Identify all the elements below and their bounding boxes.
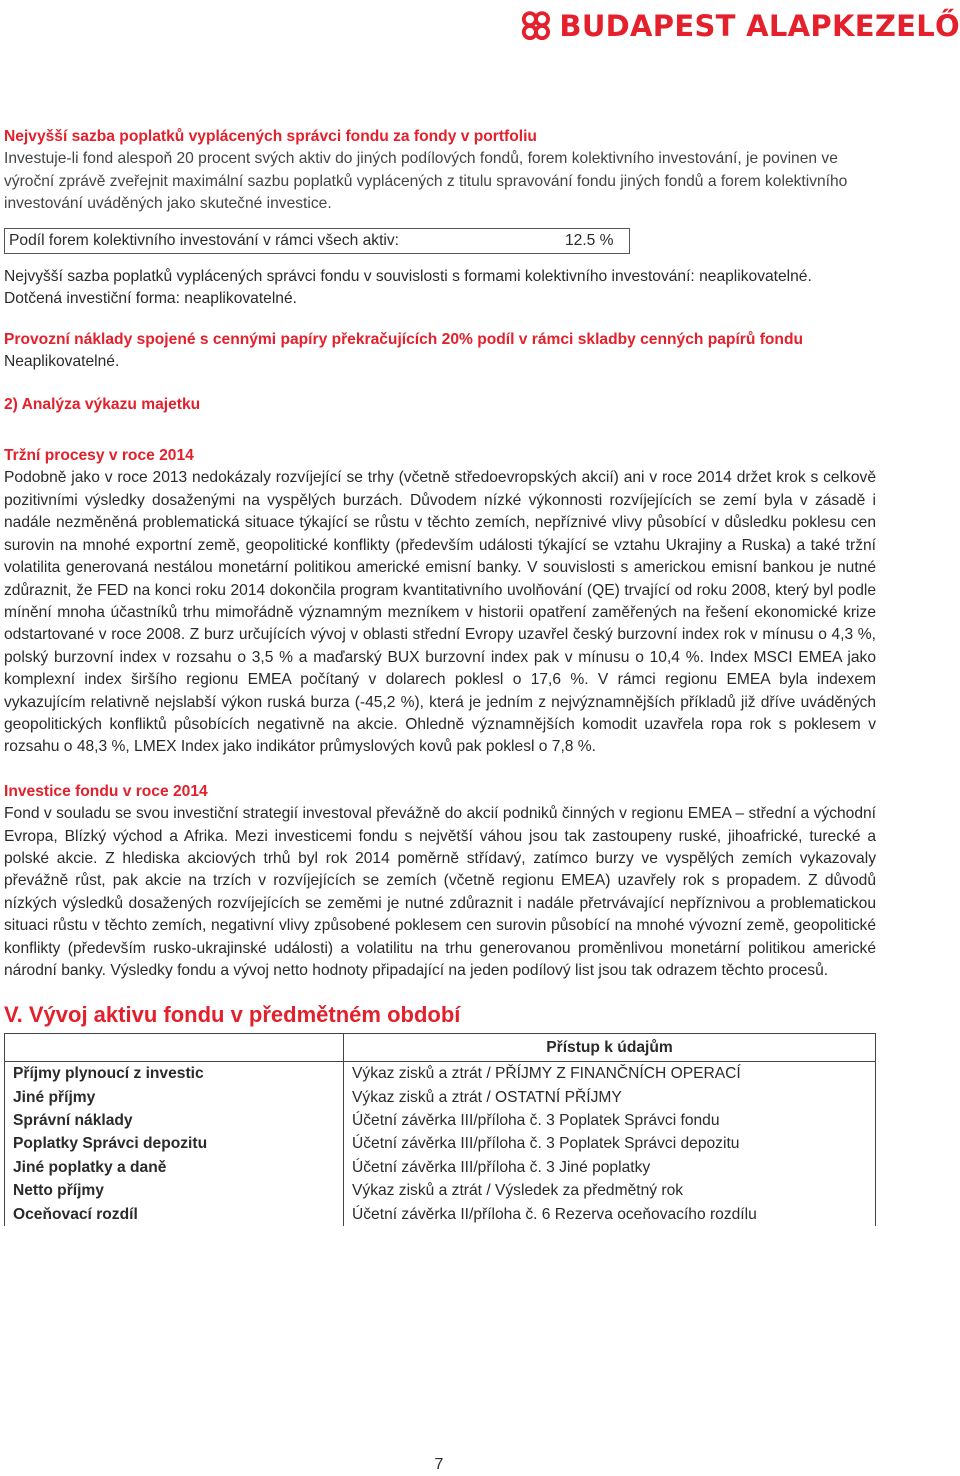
table-row <box>5 1062 876 1086</box>
section-v-title: V. Vývoj aktivu fondu v předmětném období <box>4 1002 461 1028</box>
header-logo <box>520 4 960 48</box>
table-cell-item: Správní náklady <box>5 1109 344 1132</box>
share-value: 12.5 % <box>565 231 614 249</box>
market-body: Podobně jako v roce 2013 nedokázaly rozvíjející se trhy (včetně středoevropských akcií) ani v roce 2014 držet krok s celkově pozitivními výsledky dosaženými na vyspělých burzách. Důvodem nízké výkonnosti rozvíjejících se zemí byla v zásadě i nadále nezměněná problematická situace týkající se růstu v těchto zemích, nepříznivé vlivy působící v důsledku poklesu cen surovin na mnohé exportní země, geopolitické konflikty (především události týkající se vztahu Ukrajiny a Ruska) a také tržní volatilita generovaná nestálou monetární politikou americké emisní banky. V souvislosti s americkou emisní bankou je nutné zdůraznit, že FED na konci roku 2014 dokončila program kvantitativního uvolňování (QE) trvající od roku 2008, který byl podle mínění mnoha účastníků trhu mimořádně významným mezníkem v historii opatření zaměřených na řešení ekonomické krize odstartované v roce 2008. Z burz určujících vývoj v oblasti střední Evropy uzavřel český burzovní index rok v mínusu o 4,3 %, polský burzovní index v rozsahu o 3,5 % a maďarský BUX burzovní index pak v mínusu o 10,4 %. Index MSCI EMEA jako komplexní index širšího regionu EMEA počítaný v dolarech poklesl o 17,6 %. V rámci regionu EMEA byla indexem vykazujícím relativně nejslabší výkon ruská burza (-45,2 %), která je jedním z nejvýznamnějších příkladů již dříve uváděných geopolitických konfliktů působících negativně na akcie. Ohledně významnějších komodit uzavřela ropa rok s poklesem v rozsahu o 48,3 %, LMEX Index jako indikátor průmyslových kovů pak poklesl o 7,8 %. <box>4 469 876 756</box>
table-cell-source: Účetní závěrka II/příloha č. 6 Rezerva oceňovacího rozdílu <box>344 1203 876 1226</box>
operating-costs-title: Provozní náklady spojené s cennými papíry překračujících 20% podíl v rámci skladby cenných papírů fondu <box>4 330 803 348</box>
operating-costs-body: Neaplikovatelné. <box>4 353 120 371</box>
table-row <box>5 1109 876 1132</box>
market-title: Tržní procesy v roce 2014 <box>4 447 194 465</box>
table-header-row <box>5 1033 876 1061</box>
investment-body: Fond v souladu se svou investiční strategií investoval převážně do akcií podniků činných v regionu EMEA – střední a východní Evropa, Blízký východ a Afrika. Mezi investicemi fondu s největší váhou jsou tak zastoupeny ruské, jihoafrické, turecké a polské akcie. Z hlediska akciových trhů byl rok 2014 poměrně střídavý, zatímco burzy ve vyspělých zemích vykazovaly převážně růst, pak akcie na trzích v rozvíjejících se zemích (včetně regionu EMEA) uzavřely rok s propadem. Z důvodů nízkých výsledků dosažených rozvíjejících se zeměmi je nutné zdůraznit i nadále přetrvávající nepříznivou a problematickou situaci růstu v těchto zemích, negativní vlivy způsobené poklesem cen surovin působící na mnohé vývozní země, geopolitické konflikty (především rusko-ukrajinské události) a volatilitu na trhu generovanou proměnlivou monetární politikou americké národní banky. Výsledky fondu a vývoj netto hodnoty připadající na jeden podílový list jsou tak odrazem těchto procesů. <box>4 805 876 979</box>
table-row <box>5 1086 876 1109</box>
table-row <box>5 1132 876 1155</box>
logo-text: BUDAPEST ALAPKEZELŐ <box>559 9 960 43</box>
table-cell-source: Výkaz zisků a ztrát / OSTATNÍ PŘÍJMY <box>344 1086 876 1109</box>
fees-body: Investuje-li fond alespoň 20 procent svých aktiv do jiných podílových fondů, forem kolektivního investování, je povinen ve výroční zprávě zveřejnit maximální sazbu poplatků vyplácených z titulu spravování fondu jiných fondů a forem kolektivního investování uváděných jako skutečné investice. <box>4 150 848 213</box>
max-rate-text: Nejvyšší sazba poplatků vyplácených správci fondu v souvislosti s formami kolektivního investování: neaplikovatelné. <box>4 268 812 286</box>
table-cell-item: Oceňovací rozdíl <box>5 1203 344 1226</box>
table-header-access: Přístup k údajům <box>344 1033 876 1061</box>
share-label: Podíl forem kolektivního investování v rámci všech aktiv: <box>9 231 400 249</box>
affected-form-text: Dotčená investiční forma: neaplikovatelné. <box>4 290 297 308</box>
table-cell-item: Netto příjmy <box>5 1179 344 1202</box>
table-row <box>5 1156 876 1179</box>
page-number: 7 <box>434 1456 444 1473</box>
table-row <box>5 1179 876 1202</box>
table-cell-source: Účetní závěrka III/příloha č. 3 Poplatek Správci fondu <box>344 1109 876 1132</box>
page-content <box>4 126 876 1226</box>
analysis-title: 2) Analýza výkazu majetku <box>4 395 201 413</box>
investment-title: Investice fondu v roce 2014 <box>4 782 208 800</box>
collective-investment-share-box <box>4 228 630 254</box>
fees-title: Nejvyšší sazba poplatků vyplácených správci fondu za fondy v portfoliu <box>4 128 537 145</box>
table-cell-item: Jiné poplatky a daně <box>5 1156 344 1179</box>
table-cell-source: Účetní závěrka III/příloha č. 3 Poplatek Správci depozitu <box>344 1132 876 1155</box>
table-cell-item: Jiné příjmy <box>5 1086 344 1109</box>
table-cell-item: Poplatky Správci depozitu <box>5 1132 344 1155</box>
table-cell-item: Příjmy plynoucí z investic <box>5 1062 344 1086</box>
data-access-table <box>4 1033 876 1226</box>
table-cell-source: Výkaz zisků a ztrát / PŘÍJMY Z FINANČNÍCH OPERACÍ <box>344 1062 876 1086</box>
table-header-empty <box>5 1033 344 1061</box>
table-cell-source: Výkaz zisků a ztrát / Výsledek za předmětný rok <box>344 1179 876 1202</box>
budapest-logo-icon <box>520 6 553 46</box>
table-cell-source: Účetní závěrka III/příloha č. 3 Jiné poplatky <box>344 1156 876 1179</box>
table-row <box>5 1203 876 1226</box>
